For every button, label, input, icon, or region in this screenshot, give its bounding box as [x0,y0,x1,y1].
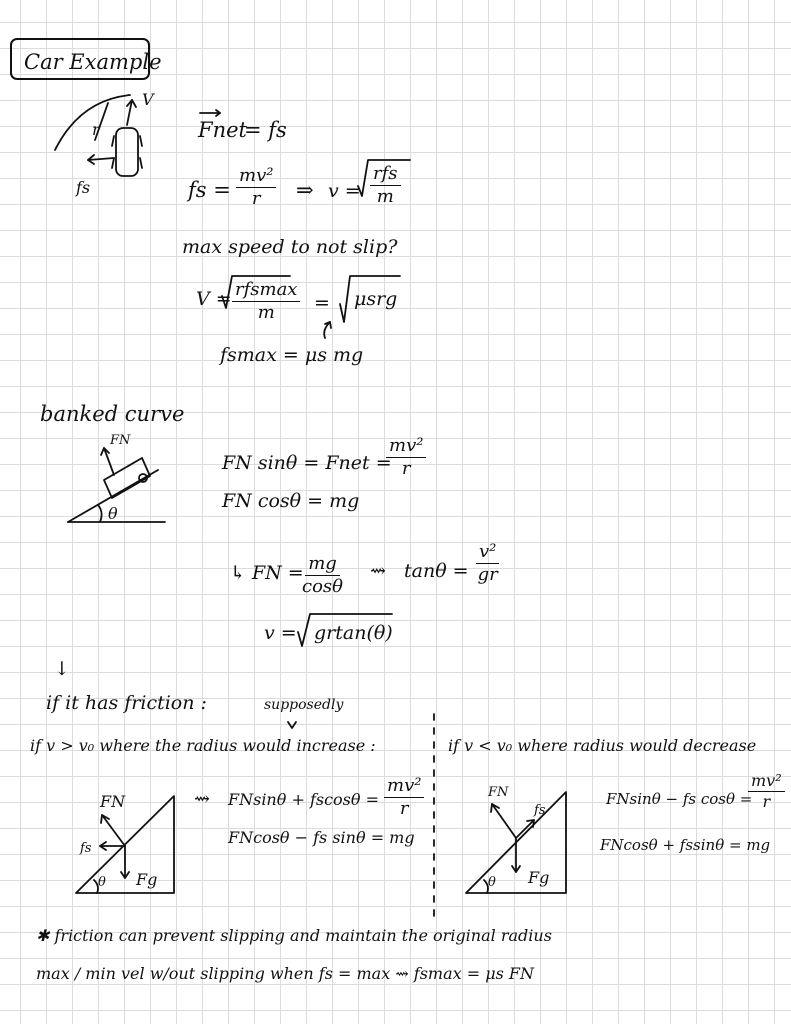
note-max-min: max / min vel w/out slipping when fs = max ⇝ fsmax = μs FN [36,964,535,983]
eq2-arrow: ⇒ [296,178,314,202]
supposedly-note: supposedly [264,697,344,713]
eq2-lhs: fs = [188,178,231,202]
eq3-v: V = [196,288,232,310]
left-fn: FN [100,792,126,811]
eq3-rad2: μsrg [354,288,398,310]
friction-arrow [516,820,534,838]
b-eq2: FN cosθ = mg [222,490,360,512]
right-eq1-lhs: FNsinθ − fs cosθ = [606,790,753,808]
right-fs: fs [534,803,546,818]
b-eq1-lhs: FN sinθ = Fnet = [222,452,392,474]
label-r: r [92,120,100,139]
eq2-rad-den: m [376,185,394,207]
eq4: fsmax = μs mg [220,344,364,366]
right-eq1-frac [748,772,785,810]
normal-arrow [492,804,516,838]
b-eq3-arrow: ⇝ [370,560,386,582]
left-eq1-lhs: FNsinθ + fscosθ = [228,790,380,809]
eq3-rad-num: rfsmax [232,280,300,302]
eq1-lhs: Fnet [198,118,247,142]
banked-theta: θ [108,504,118,523]
eq1-rhs: = fs [244,118,287,142]
eq3-rad-den: m [257,301,275,323]
eq2-rad-num: rfs [370,164,401,186]
eq2-num: mv² [236,166,276,188]
eq2-v: v = [328,180,361,202]
b-eq1-den: r [401,457,411,479]
left-theta: θ [98,875,106,890]
left-case: if v > v₀ where the radius would increase : [30,736,376,755]
right-case: if v < v₀ where radius would decrease [448,736,757,755]
left-eq1-num: mv² [384,776,424,798]
eq3-equals: = [314,292,330,314]
b-eq3-lead: ↳ FN = [230,562,304,584]
friction-title: if it has friction : [46,692,207,714]
label-fs: fs [76,178,91,197]
b-eq1-num: mv² [386,436,426,458]
label-v: V [142,90,154,109]
question-max-speed: max speed to not slip? [182,236,398,258]
right-fg: Fg [528,868,550,887]
right-theta: θ [488,875,496,890]
banked-fn: FN [110,433,131,448]
b-eq3-tden: gr [477,563,498,585]
left-eq2: FNcosθ − fs sinθ = mg [228,828,415,847]
b-eq3-num: mg [305,554,340,576]
b-eq3-tan: tanθ = [404,560,469,582]
right-eq2: FNcosθ + fssinθ = mg [600,836,771,854]
b-eq3-den: cosθ [302,575,343,597]
b-eq4-v: v = [264,622,297,644]
right-eq1-den: r [762,791,771,811]
down-arrow: ↓ [54,658,70,680]
right-fn: FN [488,785,509,800]
right-eq1-num: mv² [748,772,785,792]
left-eq-arrow: ⇝ [194,788,210,810]
page-title: Car Example [24,50,162,74]
banked-title: banked curve [40,402,185,426]
b-eq3-tnum: v² [476,542,499,564]
left-fg: Fg [136,870,158,889]
left-fs: fs [80,841,92,856]
left-eq1-den: r [399,797,409,819]
b-eq4-rad: grtan(θ) [314,622,393,644]
eq2-den: r [251,187,261,209]
note-friction: ✱ friction can prevent slipping and maintain the original radius [36,926,552,945]
